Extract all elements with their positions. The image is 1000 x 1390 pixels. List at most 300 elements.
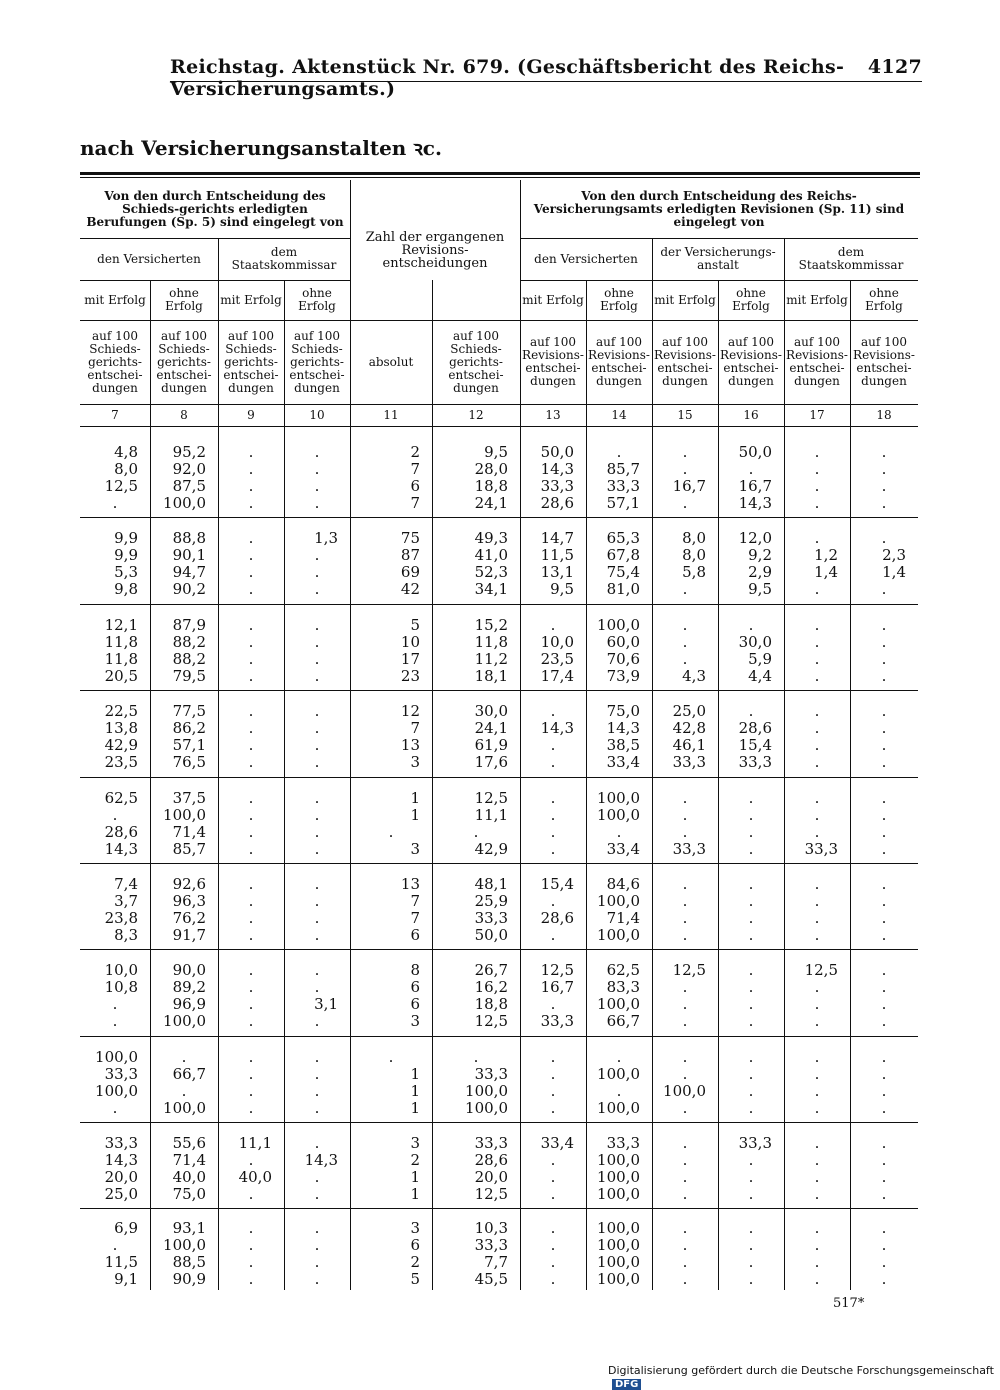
table-cell: 95,2 [172, 443, 206, 461]
table-cell: . [814, 494, 820, 512]
table-cell: 23,5 [540, 650, 574, 668]
table-cell: . [682, 806, 688, 824]
table-cell: 28,6 [474, 1151, 508, 1169]
table-cell: . [248, 1185, 254, 1203]
table-cell: . [881, 477, 887, 495]
table-cell: . [248, 1065, 254, 1083]
table-cell: 7,4 [114, 875, 138, 893]
table-cell: . [112, 1236, 118, 1254]
column-number: 9 [247, 407, 255, 422]
table-cell: . [314, 1048, 320, 1066]
table-cell: . [814, 443, 820, 461]
table-cell: . [881, 494, 887, 512]
header-left-versicherten: den Versicherten [97, 251, 201, 266]
table-cell: . [748, 892, 754, 910]
table-cell: 92,0 [172, 460, 206, 478]
table-cell: 11,2 [474, 650, 508, 668]
table-cell: 1 [410, 1065, 420, 1083]
table-cell: . [814, 1065, 820, 1083]
table-cell: . [682, 823, 688, 841]
table-cell: . [881, 875, 887, 893]
table-cell: 76,2 [172, 909, 206, 927]
table-cell: 73,9 [606, 667, 640, 685]
table-cell: . [248, 563, 254, 581]
table-cell: 14,3 [540, 719, 574, 737]
header-absolut: absolut [368, 354, 414, 369]
table-cell: . [748, 616, 754, 634]
table-cell: . [881, 529, 887, 547]
table-cell: . [881, 840, 887, 858]
table-cell: . [881, 1253, 887, 1271]
table-cell: . [314, 961, 320, 979]
table-cell: 15,4 [738, 736, 772, 754]
table-cell: 100,0 [597, 1065, 640, 1083]
table-cell: . [248, 460, 254, 478]
table-cell: 41,0 [474, 546, 508, 564]
table-cell: 11,8 [104, 650, 138, 668]
table-cell: 33,3 [672, 840, 706, 858]
table-cell: . [682, 443, 688, 461]
table-cell: 33,3 [474, 1065, 508, 1083]
table-cell: . [748, 806, 754, 824]
table-cell: . [248, 1099, 254, 1117]
table-cell: 9,9 [114, 546, 138, 564]
table-cell: . [814, 789, 820, 807]
table-cell: 8,0 [682, 529, 706, 547]
table-cell: 33,3 [672, 753, 706, 771]
table-cell: 26,7 [474, 961, 508, 979]
table-cell: 100,0 [597, 1168, 640, 1186]
table-cell: . [814, 1151, 820, 1169]
group-rule [80, 1208, 918, 1209]
table-cell: . [248, 1048, 254, 1066]
header-auf100-schieds: auf 100 Schieds-gerichts-entschei-dungen [289, 328, 345, 395]
table-cell: 87 [400, 546, 420, 564]
table-cell: . [314, 719, 320, 737]
table-cell: 77,5 [172, 702, 206, 720]
table-cell: 100,0 [597, 1236, 640, 1254]
table-cell: . [314, 702, 320, 720]
table-cell: . [616, 1082, 622, 1100]
table-cell: . [248, 995, 254, 1013]
table-cell: 87,9 [172, 616, 206, 634]
table-cell: . [314, 1012, 320, 1030]
table-cell: . [814, 1219, 820, 1237]
table-cell: 81,0 [606, 580, 640, 598]
table-cell: 57,1 [606, 494, 640, 512]
table-cell: . [314, 546, 320, 564]
table-cell: . [550, 1151, 556, 1169]
table-cell: 1,2 [814, 546, 838, 564]
table-cell: 6 [410, 1236, 420, 1254]
table-cell: 40,0 [172, 1168, 206, 1186]
table-cell: 33,4 [606, 753, 640, 771]
group-rule [80, 863, 918, 864]
table-cell: . [881, 1270, 887, 1288]
column-number: 7 [111, 407, 119, 422]
table-cell: . [314, 563, 320, 581]
table-cell: . [881, 823, 887, 841]
table-cell: . [748, 1099, 754, 1117]
table-cell: . [682, 633, 688, 651]
table-cell: 90,9 [172, 1270, 206, 1288]
table-cell: . [314, 633, 320, 651]
table-cell: . [682, 494, 688, 512]
table-cell: 6 [410, 978, 420, 996]
table-cell: . [881, 1151, 887, 1169]
table-cell: . [314, 616, 320, 634]
table-cell: . [314, 443, 320, 461]
table-cell: 75,0 [606, 702, 640, 720]
table-cell: . [814, 477, 820, 495]
table-cell: 90,0 [172, 961, 206, 979]
table-cell: 33,3 [104, 1065, 138, 1083]
table-cell: 9,8 [114, 580, 138, 598]
table-cell: . [814, 460, 820, 478]
table-cell: 89,2 [172, 978, 206, 996]
table-cell: . [248, 443, 254, 461]
table-cell: 9,5 [748, 580, 772, 598]
header-auf100-schieds: auf 100 Schieds-gerichts-entschei-dungen [223, 328, 279, 395]
table-cell: 65,3 [606, 529, 640, 547]
table-cell: . [181, 1048, 187, 1066]
table-cell: . [682, 1048, 688, 1066]
table-cell: . [814, 1270, 820, 1288]
table-cell: . [814, 926, 820, 944]
table-cell: 3 [410, 753, 420, 771]
table-cell: . [314, 840, 320, 858]
table-cell: . [314, 1168, 320, 1186]
table-cell: . [112, 806, 118, 824]
table-cell: 13 [400, 875, 420, 893]
table-cell: 13,1 [540, 563, 574, 581]
column-number: 18 [876, 407, 892, 422]
table-cell: 100,0 [597, 806, 640, 824]
table-cell: . [314, 1099, 320, 1117]
table-cell: 33,3 [474, 909, 508, 927]
table-cell: . [550, 736, 556, 754]
group-rule [80, 517, 918, 518]
table-cell: 5,9 [748, 650, 772, 668]
table-cell: 48,1 [474, 875, 508, 893]
table-cell: 4,3 [682, 667, 706, 685]
table-cell: . [314, 789, 320, 807]
table-cell: 100,0 [663, 1082, 706, 1100]
table-cell: 4,8 [114, 443, 138, 461]
table-cell: . [314, 823, 320, 841]
header-right-versicherten: den Versicherten [534, 251, 638, 266]
table-cell: 13,8 [104, 719, 138, 737]
table-cell: . [814, 909, 820, 927]
number-row-rule [80, 426, 918, 427]
table-cell: 33,4 [540, 1134, 574, 1152]
table-cell: . [314, 1270, 320, 1288]
table-cell: . [881, 1168, 887, 1186]
table-cell: 5,8 [682, 563, 706, 581]
table-cell: 83,3 [606, 978, 640, 996]
table-cell: . [881, 995, 887, 1013]
table-cell: . [550, 1236, 556, 1254]
table-cell: 28,6 [540, 909, 574, 927]
table-cell: 5,3 [114, 563, 138, 581]
table-cell: 66,7 [606, 1012, 640, 1030]
table-cell: 12,5 [474, 1012, 508, 1030]
table-cell: . [550, 995, 556, 1013]
table-cell: 10,8 [104, 978, 138, 996]
header-right-staatskommissar: dem Staatskommissar [798, 245, 904, 272]
table-cell: . [550, 1219, 556, 1237]
header-group-right: Von den durch Entscheidung des Reichs-Versicherungsamts erledigten Revisionen (Sp. 11) sind eingelegt von [533, 188, 905, 229]
table-cell: 100,0 [95, 1082, 138, 1100]
table-cell: . [314, 978, 320, 996]
table-cell: . [112, 1099, 118, 1117]
table-cell: . [814, 978, 820, 996]
table-cell: . [748, 1012, 754, 1030]
table-cell: . [314, 806, 320, 824]
signature-mark: 517* [833, 1296, 865, 1311]
table-cell: . [881, 892, 887, 910]
table-cell: . [550, 1099, 556, 1117]
table-cell: . [814, 650, 820, 668]
table-cell: 33,3 [738, 753, 772, 771]
table-cell: . [248, 1270, 254, 1288]
table-cell: . [314, 736, 320, 754]
table-cell: 45,5 [474, 1270, 508, 1288]
table-cell: 100,0 [163, 1099, 206, 1117]
table-cell: . [314, 650, 320, 668]
table-cell: 88,8 [172, 529, 206, 547]
header-left-staatskommissar: dem Staatskommissar [231, 245, 337, 272]
table-cell: 94,7 [172, 563, 206, 581]
header-auf100-revisions: auf 100 Revisions-entschei-dungen [786, 335, 848, 388]
table-cell: 33,3 [804, 840, 838, 858]
table-cell: . [682, 1253, 688, 1271]
table-cell: . [248, 1236, 254, 1254]
table-cell: 42,9 [474, 840, 508, 858]
table-cell: . [248, 926, 254, 944]
table-cell: 16,7 [738, 477, 772, 495]
table-cell: 15,4 [540, 875, 574, 893]
table-cell: . [682, 789, 688, 807]
table-cell: 62,5 [606, 961, 640, 979]
table-cell: . [682, 926, 688, 944]
table-cell: . [881, 909, 887, 927]
table-cell: 33,4 [606, 840, 640, 858]
table-cell: 40,0 [238, 1168, 272, 1186]
table-cell: . [248, 616, 254, 634]
table-cell: 84,6 [606, 875, 640, 893]
header-auf100-schieds: auf 100 Schieds-gerichts-entschei-dungen [87, 328, 143, 395]
table-cell: . [814, 875, 820, 893]
table-cell: . [550, 840, 556, 858]
table-cell: 12,5 [474, 1185, 508, 1203]
table-cell: 7 [410, 909, 420, 927]
table-cell: 4,4 [748, 667, 772, 685]
table-cell: 28,0 [474, 460, 508, 478]
table-cell: 1 [410, 806, 420, 824]
table-cell: . [314, 926, 320, 944]
table-cell: 2,3 [882, 546, 906, 564]
header-ohne-erfolg: ohne Erfolg [732, 286, 770, 313]
table-cell: 9,5 [484, 443, 508, 461]
table-cell: 9,2 [748, 546, 772, 564]
table-cell: . [814, 1082, 820, 1100]
table-cell: . [748, 1236, 754, 1254]
table-cell: . [314, 494, 320, 512]
table-cell: 14,3 [606, 719, 640, 737]
table-cell: . [682, 875, 688, 893]
table-cell: 17,6 [474, 753, 508, 771]
table-cell: 12,5 [672, 961, 706, 979]
table-cell: . [682, 1099, 688, 1117]
table-cell: . [550, 1082, 556, 1100]
table-cell: . [248, 961, 254, 979]
table-cell: 33,3 [606, 477, 640, 495]
table-cell: . [814, 736, 820, 754]
table-cell: . [248, 494, 254, 512]
table-cell: 11,1 [474, 806, 508, 824]
table-cell: 71,4 [172, 1151, 206, 1169]
table-cell: 92,6 [172, 875, 206, 893]
table-cell: . [814, 823, 820, 841]
table-cell: 10,0 [540, 633, 574, 651]
table-cell: 85,7 [606, 460, 640, 478]
table-cell: 86,2 [172, 719, 206, 737]
table-cell: 3 [410, 1134, 420, 1152]
table-cell: . [748, 1065, 754, 1083]
table-cell: . [550, 1253, 556, 1271]
header-ohne-erfolg: ohne Erfolg [600, 286, 638, 313]
table-cell: 100,0 [597, 926, 640, 944]
table-cell: 62,5 [104, 789, 138, 807]
table-cell: . [616, 443, 622, 461]
dfg-logo: DFG [612, 1379, 641, 1390]
table-cell: 49,3 [474, 529, 508, 547]
table-cell: 42,8 [672, 719, 706, 737]
table-cell: . [550, 789, 556, 807]
table-cell: 13 [400, 736, 420, 754]
table-cell: 100,0 [163, 494, 206, 512]
table-cell: 100,0 [597, 1270, 640, 1288]
table-cell: . [112, 1012, 118, 1030]
table-cell: . [248, 650, 254, 668]
table-cell: . [748, 1168, 754, 1186]
group-rule [80, 604, 918, 605]
table-cell: . [248, 667, 254, 685]
table-cell: 1,3 [314, 529, 338, 547]
table-cell: . [881, 633, 887, 651]
table-cell: 85,7 [172, 840, 206, 858]
header-right-anstalt: der Versicherungs-anstalt [660, 245, 776, 272]
table-cell: . [616, 1048, 622, 1066]
table-cell: 12,0 [738, 529, 772, 547]
table-cell: 87,5 [172, 477, 206, 495]
table-cell: 50,0 [738, 443, 772, 461]
table-cell: . [248, 1151, 254, 1169]
column-number: 15 [677, 407, 693, 422]
table-cell: 33,3 [474, 1134, 508, 1152]
table-cell: 90,1 [172, 546, 206, 564]
table-cell: . [550, 1168, 556, 1186]
table-cell: 34,1 [474, 580, 508, 598]
table-cell: 20,0 [104, 1168, 138, 1186]
table-cell: 88,5 [172, 1253, 206, 1271]
header-auf100-revisions: auf 100 Revisions-entschei-dungen [654, 335, 716, 388]
table-cell: 1 [410, 1168, 420, 1186]
table-cell: 1 [410, 1185, 420, 1203]
table-cell: . [550, 1048, 556, 1066]
table-cell: 71,4 [606, 909, 640, 927]
table-cell: . [881, 443, 887, 461]
table-cell: . [881, 616, 887, 634]
table-cell: . [881, 1012, 887, 1030]
table-cell: 3,7 [114, 892, 138, 910]
table-cell: 1 [410, 1099, 420, 1117]
table-cell: 90,2 [172, 580, 206, 598]
table-cell: . [388, 1048, 394, 1066]
table-cell: . [748, 1048, 754, 1066]
table-cell: . [814, 719, 820, 737]
table-cell: 22,5 [104, 702, 138, 720]
table-cell: 6 [410, 995, 420, 1013]
digitization-notice [608, 1364, 1000, 1390]
header-auf100-schieds: auf 100 Schieds-gerichts-entschei-dungen [448, 328, 504, 395]
table-cell: 50,0 [474, 926, 508, 944]
table-cell: . [248, 702, 254, 720]
table-cell: . [814, 702, 820, 720]
table-cell: 11,8 [474, 633, 508, 651]
group-rule [80, 1036, 918, 1037]
table-cell: . [550, 926, 556, 944]
table-cell: . [112, 995, 118, 1013]
table-cell: . [814, 753, 820, 771]
table-cell: . [314, 460, 320, 478]
table-cell: 75 [400, 529, 420, 547]
table-cell: 23,8 [104, 909, 138, 927]
table-cell: 75,4 [606, 563, 640, 581]
table-cell: . [314, 1185, 320, 1203]
header-mit-erfolg: mit Erfolg [84, 292, 146, 307]
header-zahl: Zahl der ergangenen Revisions-entscheidungen [365, 229, 505, 271]
table-cell: 100,0 [163, 1012, 206, 1030]
header-mit-erfolg: mit Erfolg [220, 292, 282, 307]
table-cell: . [314, 875, 320, 893]
table-cell: 20,0 [474, 1168, 508, 1186]
table-cell: 9,5 [550, 580, 574, 598]
table-cell: 100,0 [597, 789, 640, 807]
table-cell: 12,1 [104, 616, 138, 634]
table-cell: 14,7 [540, 529, 574, 547]
table-cell: . [814, 616, 820, 634]
table-cell: 30,0 [738, 633, 772, 651]
table-cell: . [248, 529, 254, 547]
table-cell: . [248, 1253, 254, 1271]
table-cell: . [748, 1082, 754, 1100]
table-cell: 9,1 [114, 1270, 138, 1288]
table-cell: 79,5 [172, 667, 206, 685]
table-cell: . [814, 580, 820, 598]
table-cell: 100,0 [597, 1185, 640, 1203]
column-number: 12 [468, 407, 484, 422]
table-cell: . [881, 667, 887, 685]
table-cell: . [814, 1253, 820, 1271]
group-rule [80, 1122, 918, 1123]
table-cell: 91,7 [172, 926, 206, 944]
table-cell: 33,3 [540, 477, 574, 495]
column-number: 8 [180, 407, 188, 422]
table-top-rule [80, 172, 920, 175]
table-cell: 96,3 [172, 892, 206, 910]
